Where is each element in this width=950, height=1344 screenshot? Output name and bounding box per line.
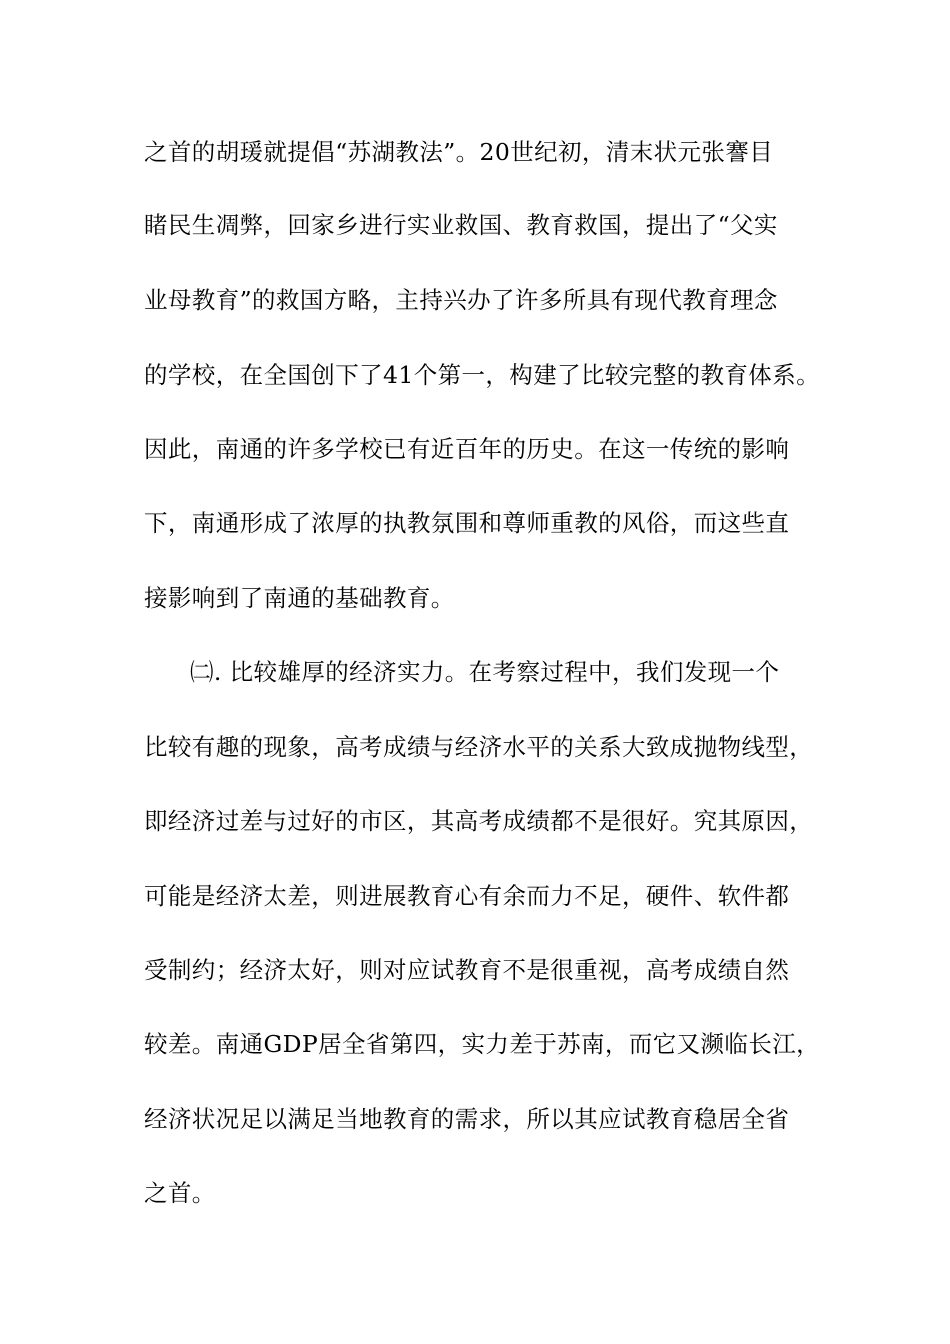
text-line: 即经济过差与过好的市区，其高考成绩都不是很好。究其原因， — [144, 807, 814, 835]
text-line: 的学校，在全国创下了41个第一，构建了比较完整的教育体系。 — [144, 361, 821, 389]
text-line: ㈡. 比较雄厚的经济实力。在考察过程中，我们发现一个 — [190, 658, 780, 686]
text-line: 因此，南通的许多学校已有近百年的历史。在这一传统的影响 — [144, 435, 790, 463]
text-line: 之首的胡瑗就提倡“苏湖教法”。20世纪初，清末状元张謇目 — [144, 138, 774, 166]
text-line: 经济状况足以满足当地教育的需求，所以其应试教育稳居全省 — [144, 1105, 790, 1133]
text-line: 接影响到了南通的基础教育。 — [144, 584, 455, 612]
text-line: 业母教育”的救国方略，主持兴办了许多所具有现代教育理念 — [144, 286, 778, 314]
text-line: 可能是经济太差，则进展教育心有余而力不足，硬件、软件都 — [144, 882, 790, 910]
text-line: 之首。 — [144, 1179, 216, 1207]
text-line: 睹民生凋弊，回家乡进行实业救国、教育救国，提出了“父实 — [144, 211, 778, 239]
text-line: 下，南通形成了浓厚的执教氛围和尊师重教的风俗，而这些直 — [144, 509, 790, 537]
text-line: 较差。南通GDP居全省第四，实力差于苏南，而它又濒临长江， — [144, 1030, 821, 1058]
text-line: 受制约；经济太好，则对应试教育不是很重视，高考成绩自然 — [144, 956, 790, 984]
text-line: 比较有趣的现象，高考成绩与经济水平的关系大致成抛物线型， — [144, 733, 814, 761]
